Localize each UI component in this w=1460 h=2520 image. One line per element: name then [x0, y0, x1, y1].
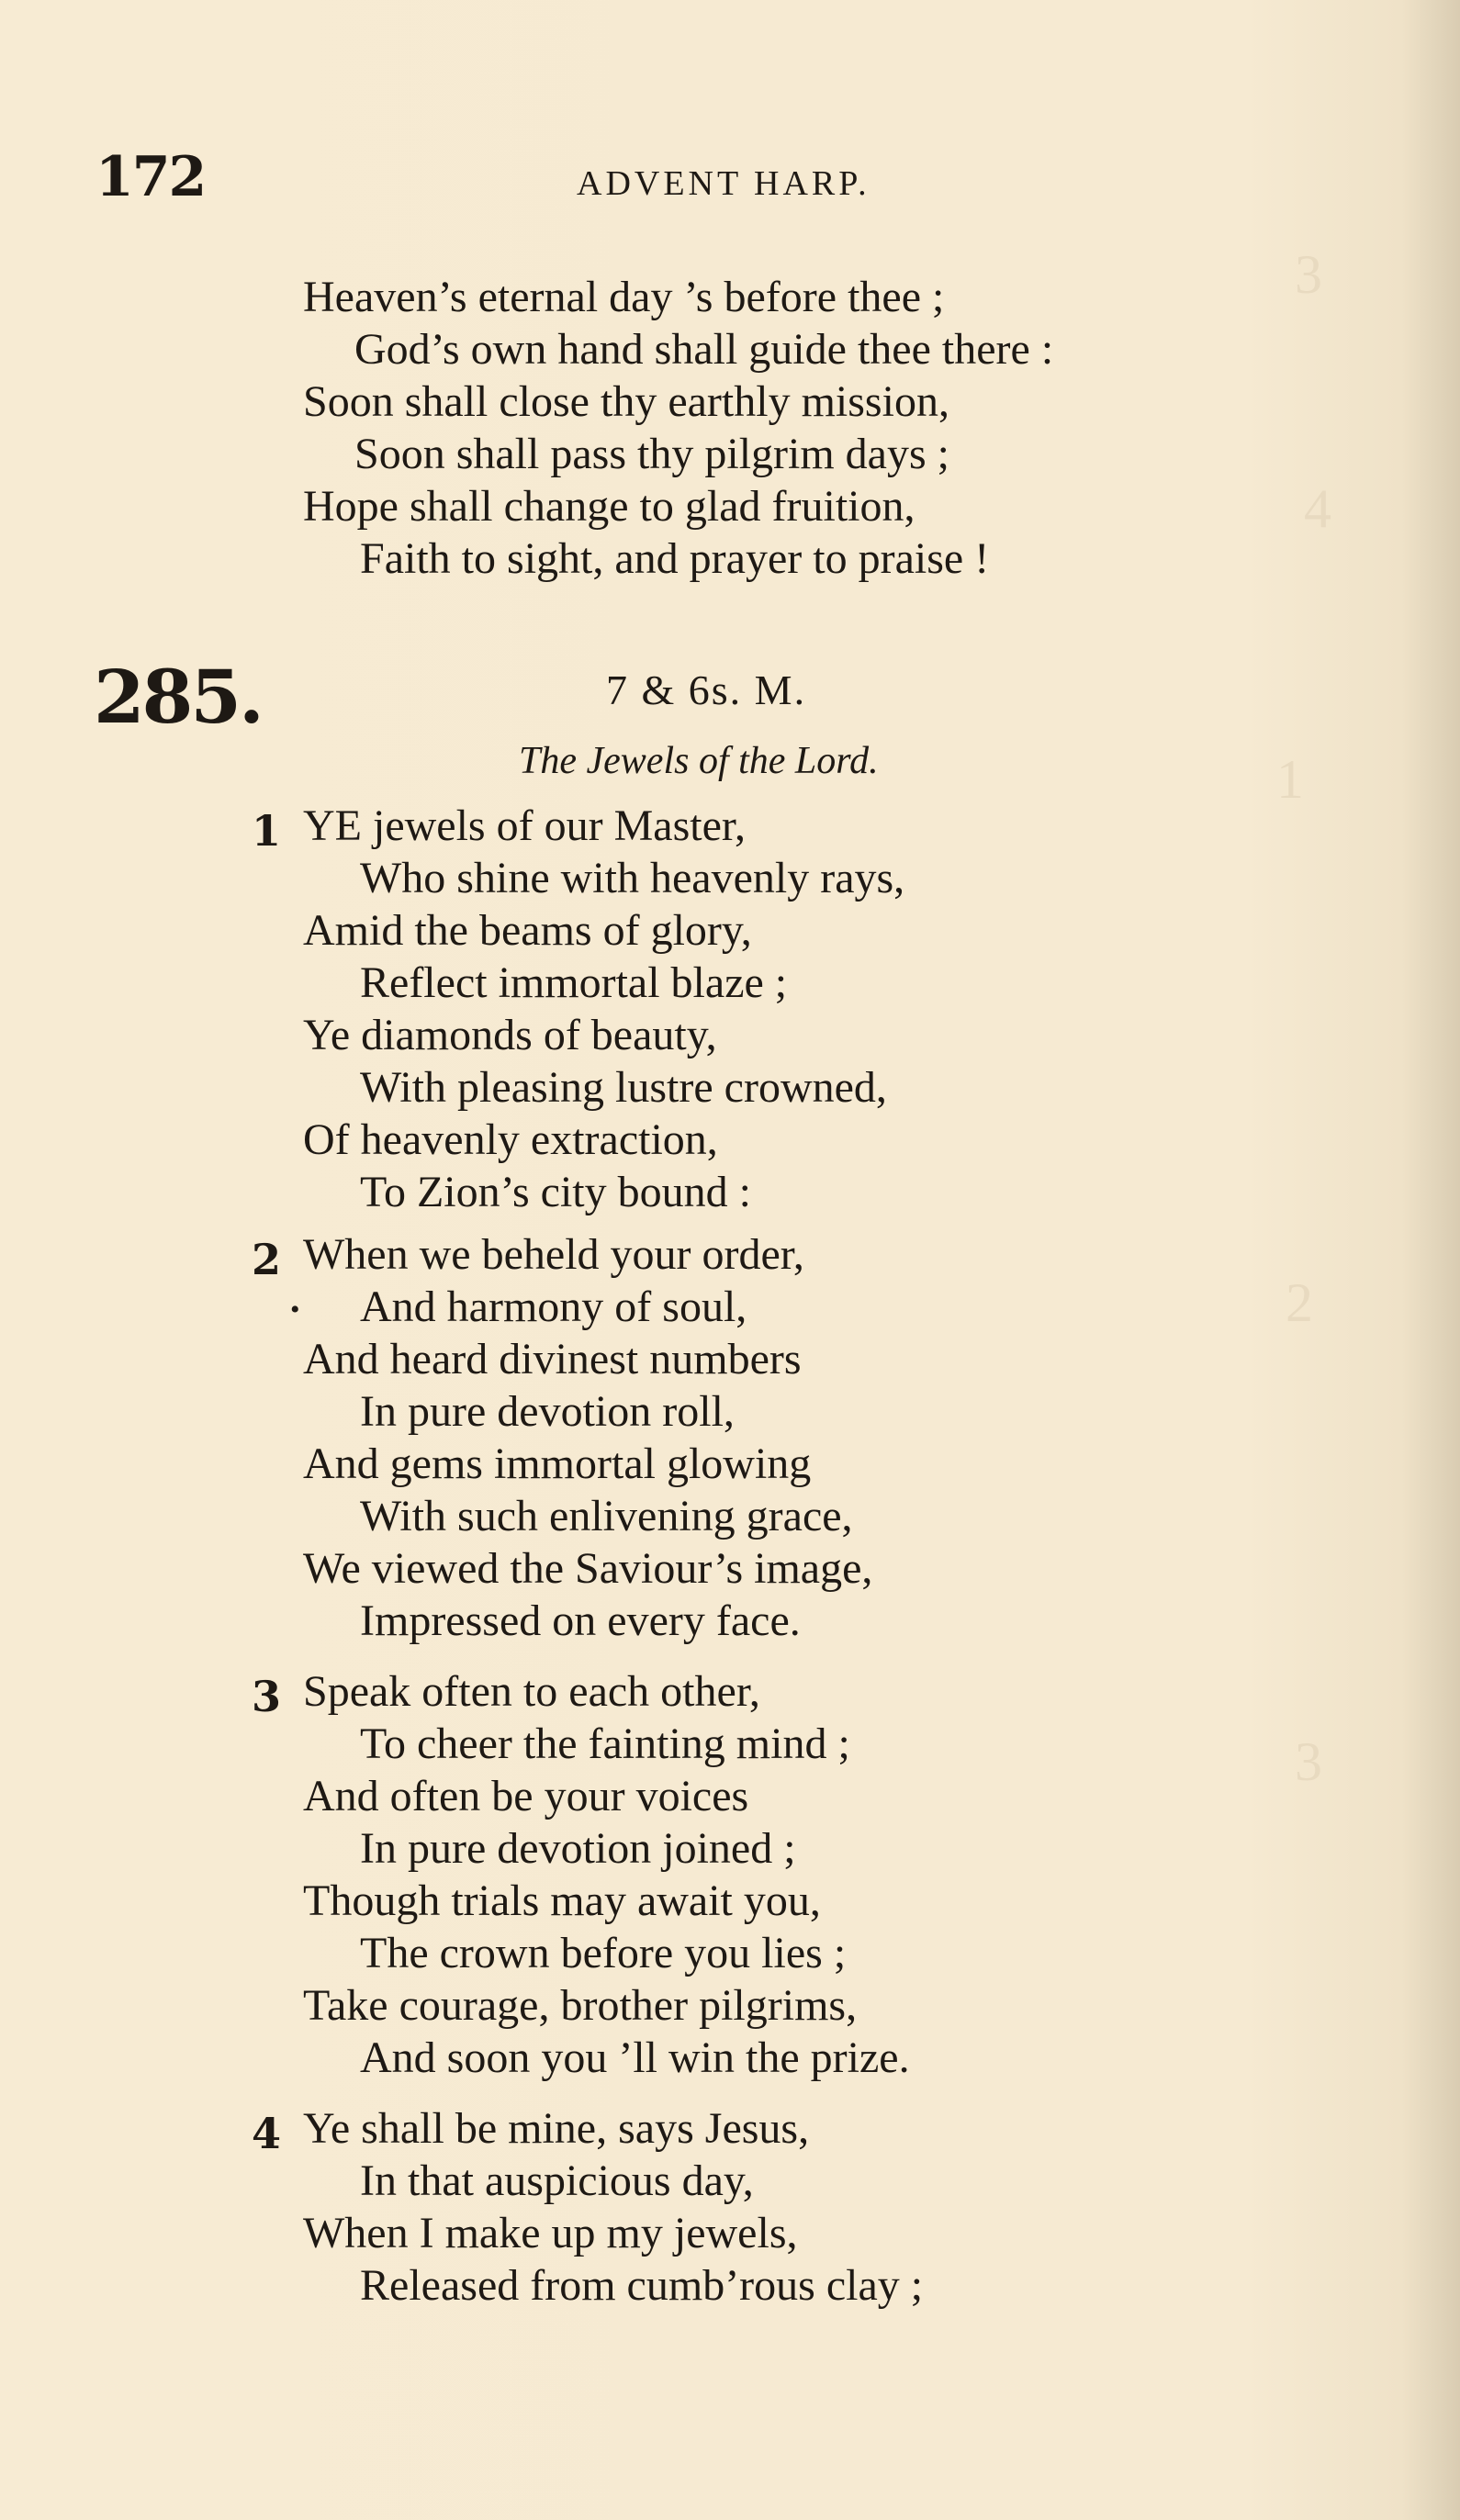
verse-number: 1: [252, 806, 282, 856]
verse-line: To cheer the fainting mind ;: [360, 1719, 850, 1768]
verse-line: Faith to sight, and prayer to praise !: [360, 534, 990, 583]
verse-number: 2: [252, 1235, 282, 1284]
verse-line: Ye diamonds of beauty,: [303, 1011, 717, 1059]
verse-line: With pleasing lustre crowned,: [360, 1063, 887, 1112]
bleed-through-mark: 3: [1295, 1731, 1322, 1792]
verse-line: Though trials may await you,: [303, 1876, 821, 1925]
verse-line: When we beheld your order,: [303, 1230, 804, 1279]
verse-number: 3: [252, 1672, 282, 1721]
verse-line: Ye shall be mine, says Jesus,: [303, 2104, 810, 2153]
verse-line: And heard divinest numbers: [303, 1335, 802, 1383]
verse-number: 4: [252, 2109, 282, 2158]
verse-line: Soon shall pass thy pilgrim days ;: [354, 430, 949, 478]
bleed-through-mark: 3: [1295, 244, 1322, 305]
verse-line: YE jewels of our Master,: [303, 801, 746, 850]
verse-line: With such enlivening grace,: [360, 1492, 853, 1540]
verse-line: In that auspicious day,: [360, 2156, 754, 2205]
verse-line: Heaven’s eternal day ’s before thee ;: [303, 273, 945, 321]
verse-line: The crown before you lies ;: [360, 1929, 847, 1977]
verse-line: In pure devotion roll,: [360, 1387, 735, 1436]
verse-line: Amid the beams of glory,: [303, 906, 752, 955]
verse-line: We viewed the Saviour’s image,: [303, 1544, 873, 1593]
verse-line: Take courage, brother pilgrims,: [303, 1981, 858, 2030]
printer-mark: •: [290, 1294, 300, 1325]
verse-line: God’s own hand shall guide thee there :: [354, 325, 1054, 374]
bleed-through-mark: 2: [1286, 1272, 1313, 1333]
verse-line: Released from cumb’rous clay ;: [360, 2261, 924, 2310]
verse-line: Speak often to each other,: [303, 1667, 760, 1716]
bleed-through-mark: 4: [1304, 478, 1331, 539]
verse-line: And harmony of soul,: [360, 1282, 747, 1331]
verse-line: Soon shall close thy earthly mission,: [303, 377, 949, 426]
verse-line: And often be your voices: [303, 1772, 749, 1820]
verse-line: And soon you ’ll win the prize.: [360, 2033, 910, 2082]
verse-line: Impressed on every face.: [360, 1596, 801, 1645]
hymn-meter: 7 & 6s. M.: [606, 666, 807, 713]
verse-line: And gems immortal glowing: [303, 1439, 812, 1488]
hymn-title: The Jewels of the Lord.: [519, 740, 879, 782]
hymn-number: 285.: [94, 654, 262, 740]
running-head: ADVENT HARP.: [577, 164, 870, 203]
verse-line: To Zion’s city bound :: [360, 1168, 751, 1216]
verse-line: Hope shall change to glad fruition,: [303, 482, 915, 531]
verse-line: Of heavenly extraction,: [303, 1115, 718, 1164]
bleed-through-mark: 1: [1276, 749, 1304, 810]
verse-line: In pure devotion joined ;: [360, 1824, 796, 1873]
verse-line: Reflect immortal blaze ;: [360, 958, 788, 1007]
verse-line: When I make up my jewels,: [303, 2209, 798, 2257]
verse-line: Who shine with heavenly rays,: [360, 854, 905, 902]
page-number: 172: [95, 145, 206, 209]
